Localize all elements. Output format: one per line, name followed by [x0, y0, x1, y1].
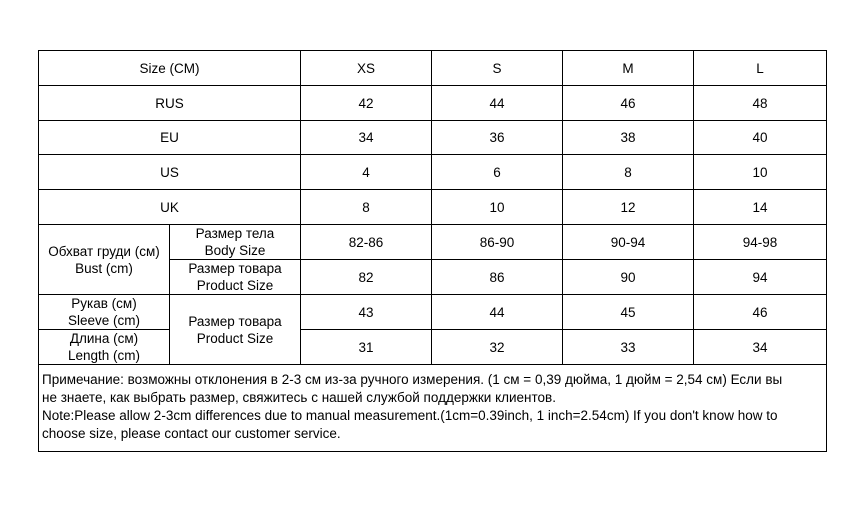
- product-size-label-ru: Размер товара: [188, 313, 282, 329]
- bust-product-size-label-en: Product Size: [196, 278, 274, 293]
- sleeve-label-ru: Рукав (см): [71, 296, 137, 311]
- table-cell: 36: [432, 121, 563, 155]
- table-cell: 34: [694, 330, 827, 365]
- note-ru-line-2: не знаете, как выбрать размер, свяжитесь с нашей службой поддержки клиентов.: [42, 390, 556, 405]
- table-cell: 40: [694, 121, 827, 155]
- length-label-cell: [39, 330, 170, 365]
- table-cell: 44: [432, 86, 563, 121]
- bust-product-size-label-ru: Размер товара: [188, 261, 282, 276]
- size-m-header: M: [563, 51, 694, 86]
- table-cell: 12: [563, 190, 694, 225]
- sleeve-label-cell: [39, 295, 170, 330]
- bust-product-size-label-cell: [170, 260, 301, 295]
- bust-label-ru: Обхват груди (см): [48, 243, 160, 259]
- table-cell: 82-86: [301, 225, 432, 260]
- size-header-cell: Size (CM): [39, 51, 301, 86]
- table-cell: 38: [563, 121, 694, 155]
- note-ru-line-1: Примечание: возможны отклонения в 2-3 см из-за ручного измерения. (1 см = 0,39 дюйма, 1 дюйм = 2,54 см) Если вы: [42, 372, 783, 387]
- table-row-eu: [39, 121, 827, 155]
- row-label-uk: UK: [39, 190, 301, 225]
- length-label-ru: Длина (см): [69, 331, 139, 346]
- table-cell: 48: [694, 86, 827, 121]
- table-cell: 90: [563, 260, 694, 295]
- table-cell: 33: [563, 330, 694, 365]
- row-label-us: US: [39, 155, 301, 190]
- size-xs-header: XS: [301, 51, 432, 86]
- table-cell: 10: [432, 190, 563, 225]
- table-row-sleeve: [39, 295, 827, 330]
- size-chart-table: [38, 50, 827, 452]
- note-en-line-1: Note:Please allow 2-3cm differences due to manual measurement.(1cm=0.39inch, 1 inch=2.54cm) If you don't know how to: [42, 408, 778, 423]
- product-size-label-en: Product Size: [196, 330, 274, 346]
- table-cell: 46: [694, 295, 827, 330]
- table-cell: 94-98: [694, 225, 827, 260]
- size-l-header: L: [694, 51, 827, 86]
- table-cell: 94: [694, 260, 827, 295]
- length-label-en: Length (cm): [67, 348, 141, 363]
- table-cell: 43: [301, 295, 432, 330]
- body-size-label-ru: Размер тела: [195, 226, 275, 241]
- table-cell: 32: [432, 330, 563, 365]
- table-cell: 44: [432, 295, 563, 330]
- table-cell: 46: [563, 86, 694, 121]
- table-row-us: [39, 155, 827, 190]
- sleeve-label-en: Sleeve (cm): [67, 313, 140, 328]
- table-cell: 10: [694, 155, 827, 190]
- table-cell: 6: [432, 155, 563, 190]
- table-row-uk: [39, 190, 827, 225]
- body-size-label-en: Body Size: [204, 243, 266, 258]
- note-en-line-2: choose size, please contact our customer service.: [42, 426, 341, 441]
- row-label-rus: RUS: [39, 86, 301, 121]
- size-s-header: S: [432, 51, 563, 86]
- table-cell: 8: [563, 155, 694, 190]
- table-cell: 86: [432, 260, 563, 295]
- table-cell: 90-94: [563, 225, 694, 260]
- product-size-label-cell: [170, 295, 301, 365]
- table-cell: 42: [301, 86, 432, 121]
- table-row-length: [39, 330, 827, 365]
- row-label-eu: EU: [39, 121, 301, 155]
- table-cell: 4: [301, 155, 432, 190]
- table-cell: 14: [694, 190, 827, 225]
- table-cell: 45: [563, 295, 694, 330]
- table-cell: 8: [301, 190, 432, 225]
- bust-label-en: Bust (cm): [75, 260, 133, 276]
- note-cell: [39, 365, 827, 452]
- bust-label-cell: [39, 225, 170, 295]
- table-cell: 34: [301, 121, 432, 155]
- note-row: [39, 365, 827, 452]
- body-size-label-cell: [170, 225, 301, 260]
- table-row-rus: [39, 86, 827, 121]
- header-row: [39, 51, 827, 86]
- table-row-bust-body: [39, 225, 827, 260]
- table-cell: 31: [301, 330, 432, 365]
- table-cell: 82: [301, 260, 432, 295]
- table-cell: 86-90: [432, 225, 563, 260]
